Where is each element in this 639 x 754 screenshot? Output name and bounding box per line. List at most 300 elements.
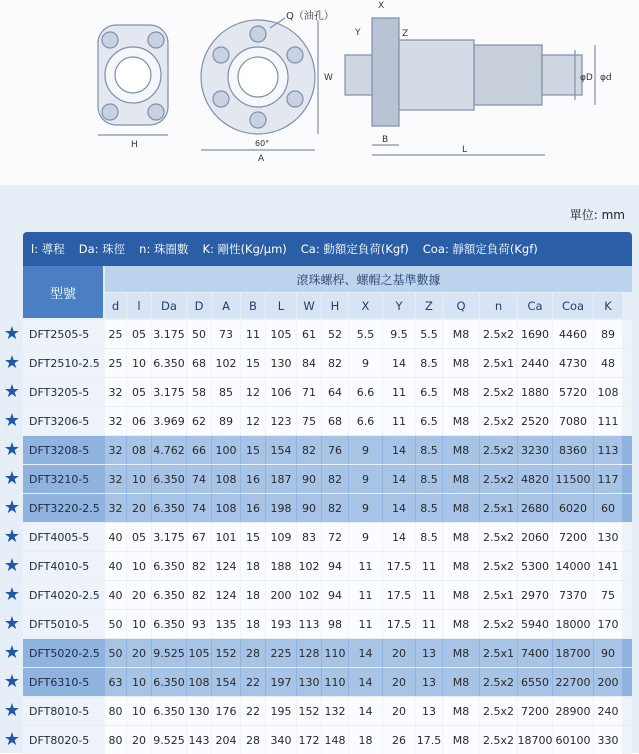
cell-k: 48 [594,349,622,377]
cell-y: 20 [383,639,415,667]
cell-b: 11 [241,320,265,348]
cell-ca: 7400 [518,639,552,667]
cell-w: 102 [297,581,321,609]
featured-star-icon: ★ [3,352,21,373]
table-row [23,552,632,580]
cell-z: 5.5 [416,320,442,348]
angle-label: 60° [255,139,270,148]
table-row [23,639,632,667]
cell-q: M8 [443,320,479,348]
cell-coa: 11500 [553,465,593,493]
cell-ca: 7200 [518,697,552,725]
cell-ca: 3230 [518,436,552,464]
cell-z: 8.5 [416,349,442,377]
cell-h: 82 [322,465,348,493]
cell-b: 18 [241,610,265,638]
cell-n: 2.5x1 [480,494,517,522]
cell-l: 200 [266,581,296,609]
dim-w-label: W [324,73,333,83]
cell-n: 2.5x2 [480,610,517,638]
cell-da: 3.175 [152,320,186,348]
featured-star-icon: ★ [3,526,21,547]
cell-n: 2.5x1 [480,639,517,667]
table-row [23,320,632,348]
cell-d: 25 [105,349,126,377]
cell-n: 2.5x1 [480,581,517,609]
cell-k: 117 [594,465,622,493]
column-header-coa: Coa [553,293,593,318]
cell-z: 17.5 [416,726,442,754]
cell-l: 225 [266,639,296,667]
legend-dynamic-load: Ca: 動額定負荷(Kgf) [300,242,409,256]
cell-q: M8 [443,668,479,696]
cell-y: 26 [383,726,415,754]
cell-d: 63 [105,668,126,696]
cell-l: 105 [266,320,296,348]
cell-da: 3.175 [152,523,186,551]
cell-z: 8.5 [416,523,442,551]
cell-d: 80 [105,726,126,754]
table-row [23,581,632,609]
cell-l: 154 [266,436,296,464]
cell-da: 6.350 [152,349,186,377]
column-header-ca: Ca [518,293,552,318]
cell-z: 8.5 [416,494,442,522]
cell-d: 32 [105,378,126,406]
cell-w: 83 [297,523,321,551]
dim-a-label: A [258,154,265,164]
cell-q: M8 [443,726,479,754]
cell-y: 14 [383,465,415,493]
cell-y: 11 [383,378,415,406]
cell-b: 15 [241,436,265,464]
column-header-z: Z [416,293,442,318]
cell-h: 110 [322,639,348,667]
ball-nut-drawing [0,0,639,185]
model-name: DFT3205-5 [29,385,90,399]
cell-b: 18 [241,552,265,580]
cell-y: 20 [383,668,415,696]
featured-star-icon: ★ [3,729,21,750]
cell-coa: 8360 [553,436,593,464]
cell-b: 15 [241,349,265,377]
cell-x: 11 [349,610,382,638]
column-header-l: l [127,293,151,318]
column-header-d: d [105,293,126,318]
cell-l: 05 [127,320,151,348]
cell-y: 14 [383,494,415,522]
table-row [23,378,632,406]
cell-y: 11 [383,407,415,435]
table-row [23,349,632,377]
cell-h: 132 [322,697,348,725]
cell-a: 108 [212,494,240,522]
featured-star-icon: ★ [3,700,21,721]
cell-l: 10 [127,465,151,493]
cell-z: 13 [416,697,442,725]
column-header-a: A [212,293,240,318]
table-row [23,436,632,464]
cell-d: 40 [105,523,126,551]
cell-l: 193 [266,610,296,638]
cell-k: 89 [594,320,622,348]
cell-coa: 5720 [553,378,593,406]
model-column-header: 型號 [23,266,103,318]
cell-a: 124 [212,552,240,580]
cell-coa: 6020 [553,494,593,522]
table-row [23,668,632,696]
cell-k: 111 [594,407,622,435]
model-name: DFT4010-5 [29,559,90,573]
column-header-x: X [349,293,382,318]
table-row [23,407,632,435]
cell-l: 08 [127,436,151,464]
cell-n: 2.5x2 [480,465,517,493]
cell-x: 18 [349,726,382,754]
cell-x: 11 [349,552,382,580]
cell-k: 108 [594,378,622,406]
cell-ca: 2440 [518,349,552,377]
cell-h: 94 [322,552,348,580]
dim-l-label: L [462,145,468,155]
cell-w: 113 [297,610,321,638]
cell-q: M8 [443,349,479,377]
cell-h: 110 [322,668,348,696]
cell-k: 60 [594,494,622,522]
cell-d: 82 [187,581,211,609]
column-headers [105,293,632,318]
cell-a: 124 [212,581,240,609]
cell-q: M8 [443,697,479,725]
cell-d: 74 [187,465,211,493]
cell-w: 84 [297,349,321,377]
cell-x: 9 [349,465,382,493]
cell-a: 101 [212,523,240,551]
technical-drawing [0,0,639,185]
cell-da: 6.350 [152,668,186,696]
model-name: DFT3206-5 [29,414,90,428]
table-row [23,726,632,754]
cell-a: 89 [212,407,240,435]
cell-k: 240 [594,697,622,725]
cell-h: 52 [322,320,348,348]
cell-w: 130 [297,668,321,696]
cell-w: 172 [297,726,321,754]
cell-n: 2.5x2 [480,668,517,696]
cell-a: 176 [212,697,240,725]
cell-l: 05 [127,378,151,406]
cell-z: 13 [416,668,442,696]
dim-phi-big-d-label: φD [580,73,593,83]
cell-d: 50 [187,320,211,348]
cell-d: 25 [105,320,126,348]
cell-k: 141 [594,552,622,580]
cell-h: 82 [322,494,348,522]
featured-star-icon: ★ [3,584,21,605]
dim-x-label: X [378,1,385,11]
table-row [23,697,632,725]
cell-x: 6.6 [349,407,382,435]
cell-l: 340 [266,726,296,754]
featured-star-icon: ★ [3,410,21,431]
cell-d: 40 [105,581,126,609]
cell-l: 10 [127,610,151,638]
cell-z: 8.5 [416,465,442,493]
dim-h-label: H [131,140,138,150]
cell-a: 100 [212,436,240,464]
cell-d: 80 [105,697,126,725]
cell-ca: 6550 [518,668,552,696]
cell-q: M8 [443,552,479,580]
cell-k: 170 [594,610,622,638]
cell-ca: 18700 [518,726,552,754]
cell-b: 12 [241,407,265,435]
cell-w: 90 [297,465,321,493]
flange-front-view-square [98,25,168,135]
cell-h: 98 [322,610,348,638]
cell-l: 109 [266,523,296,551]
cell-ca: 2680 [518,494,552,522]
column-header-y: Y [383,293,415,318]
column-header-da: Da [152,293,186,318]
legend-turns: n: 珠圈數 [139,242,189,256]
cell-l: 195 [266,697,296,725]
cell-d: 62 [187,407,211,435]
table-group-title: 滾珠螺桿、螺帽之基準數據 [105,266,632,292]
cell-h: 82 [322,349,348,377]
cell-d: 108 [187,668,211,696]
cell-x: 6.6 [349,378,382,406]
cell-x: 14 [349,639,382,667]
model-name: DFT2510-2.5 [29,356,100,370]
featured-star-icon: ★ [3,468,21,489]
cell-w: 128 [297,639,321,667]
column-header-b: B [241,293,265,318]
cell-k: 200 [594,668,622,696]
oil-hole-label: Q（油孔） [286,11,334,22]
cell-coa: 14000 [553,552,593,580]
cell-da: 9.525 [152,726,186,754]
cell-w: 102 [297,552,321,580]
cell-b: 16 [241,494,265,522]
cell-b: 22 [241,668,265,696]
column-header-h: H [322,293,348,318]
cell-z: 11 [416,581,442,609]
cell-n: 2.5x2 [480,407,517,435]
cell-y: 17.5 [383,581,415,609]
cell-da: 3.969 [152,407,186,435]
flange-front-view-round [201,18,318,150]
column-header-k: K [594,293,622,318]
cell-a: 85 [212,378,240,406]
featured-star-icon: ★ [3,671,21,692]
cell-d: 82 [187,552,211,580]
legend-static-load: Coa: 靜額定負荷(Kgf) [422,242,538,256]
cell-k: 113 [594,436,622,464]
cell-d: 105 [187,639,211,667]
cell-h: 94 [322,581,348,609]
cell-coa: 7080 [553,407,593,435]
model-name: DFT8010-5 [29,704,90,718]
cell-l: 06 [127,407,151,435]
dim-z-label: Z [402,29,409,39]
cell-coa: 22700 [553,668,593,696]
cell-y: 17.5 [383,610,415,638]
cell-da: 9.525 [152,639,186,667]
cell-d: 130 [187,697,211,725]
model-name: DFT3208-5 [29,443,90,457]
legend-bar [23,232,632,266]
cell-q: M8 [443,523,479,551]
cell-l: 10 [127,697,151,725]
cell-n: 2.5x2 [480,726,517,754]
cell-z: 11 [416,610,442,638]
legend-lead: l: 導程 [31,242,65,256]
cell-b: 15 [241,523,265,551]
cell-z: 13 [416,639,442,667]
cell-w: 90 [297,494,321,522]
cell-l: 130 [266,349,296,377]
cell-d: 32 [105,436,126,464]
cell-h: 68 [322,407,348,435]
cell-d: 40 [105,552,126,580]
cell-d: 50 [105,639,126,667]
dim-y-label: Y [355,28,361,38]
cell-w: 61 [297,320,321,348]
cell-d: 67 [187,523,211,551]
cell-n: 2.5x2 [480,320,517,348]
cell-z: 8.5 [416,436,442,464]
cell-x: 9 [349,523,382,551]
cell-coa: 4460 [553,320,593,348]
cell-ca: 2970 [518,581,552,609]
cell-ca: 2520 [518,407,552,435]
cell-z: 6.5 [416,407,442,435]
column-header-q: Q [443,293,479,318]
cell-x: 9 [349,494,382,522]
cell-w: 75 [297,407,321,435]
cell-l: 188 [266,552,296,580]
cell-a: 102 [212,349,240,377]
cell-coa: 7370 [553,581,593,609]
model-name: DFT6310-5 [29,675,90,689]
column-header-n: n [480,293,517,318]
cell-coa: 18000 [553,610,593,638]
cell-ca: 5300 [518,552,552,580]
cell-z: 11 [416,552,442,580]
cell-d: 32 [105,494,126,522]
cell-b: 28 [241,726,265,754]
cell-coa: 60100 [553,726,593,754]
featured-star-icon: ★ [3,613,21,634]
cell-x: 9 [349,436,382,464]
cell-ca: 1690 [518,320,552,348]
cell-l: 10 [127,552,151,580]
cell-y: 20 [383,697,415,725]
cell-coa: 18700 [553,639,593,667]
cell-w: 71 [297,378,321,406]
cell-d: 68 [187,349,211,377]
cell-d: 66 [187,436,211,464]
cell-coa: 4730 [553,349,593,377]
featured-star-icon: ★ [3,439,21,460]
model-name: DFT2505-5 [29,327,90,341]
cell-ca: 5940 [518,610,552,638]
cell-y: 14 [383,349,415,377]
cell-da: 6.350 [152,494,186,522]
legend-ball-diameter: Da: 珠徑 [78,242,126,256]
cell-ca: 1880 [518,378,552,406]
cell-k: 330 [594,726,622,754]
cell-ca: 2060 [518,523,552,551]
cell-y: 14 [383,436,415,464]
cell-da: 3.175 [152,378,186,406]
featured-star-icon: ★ [3,497,21,518]
cell-k: 75 [594,581,622,609]
cell-w: 152 [297,697,321,725]
table-row [23,523,632,551]
cell-a: 135 [212,610,240,638]
cell-l: 10 [127,349,151,377]
column-header-w: W [297,293,321,318]
cell-y: 9.5 [383,320,415,348]
cell-x: 14 [349,668,382,696]
cell-x: 5.5 [349,320,382,348]
cell-q: M8 [443,581,479,609]
cell-l: 187 [266,465,296,493]
model-name: DFT3210-5 [29,472,90,486]
cell-da: 6.350 [152,581,186,609]
cell-q: M8 [443,378,479,406]
cell-h: 72 [322,523,348,551]
column-header-d: D [187,293,211,318]
column-header-l: L [266,293,296,318]
cell-b: 22 [241,697,265,725]
cell-coa: 7200 [553,523,593,551]
cell-l: 20 [127,726,151,754]
cell-q: M8 [443,610,479,638]
cell-n: 2.5x1 [480,349,517,377]
cell-n: 2.5x2 [480,697,517,725]
cell-a: 152 [212,639,240,667]
dim-phi-small-d-label: φd [600,73,612,83]
cell-y: 17.5 [383,552,415,580]
cell-q: M8 [443,639,479,667]
cell-l: 106 [266,378,296,406]
cell-d: 50 [105,610,126,638]
table-row [23,610,632,638]
cell-q: M8 [443,436,479,464]
cell-q: M8 [443,407,479,435]
cell-l: 05 [127,523,151,551]
model-name: DFT5010-5 [29,617,90,631]
cell-n: 2.5x2 [480,523,517,551]
cell-d: 143 [187,726,211,754]
cell-x: 9 [349,349,382,377]
cell-d: 58 [187,378,211,406]
cell-da: 6.350 [152,465,186,493]
cell-w: 82 [297,436,321,464]
cell-a: 154 [212,668,240,696]
cell-coa: 28900 [553,697,593,725]
model-name: DFT4020-2.5 [29,588,100,602]
cell-b: 16 [241,465,265,493]
cell-n: 2.5x2 [480,552,517,580]
cell-b: 28 [241,639,265,667]
cell-d: 74 [187,494,211,522]
cell-da: 6.350 [152,697,186,725]
cell-da: 4.762 [152,436,186,464]
